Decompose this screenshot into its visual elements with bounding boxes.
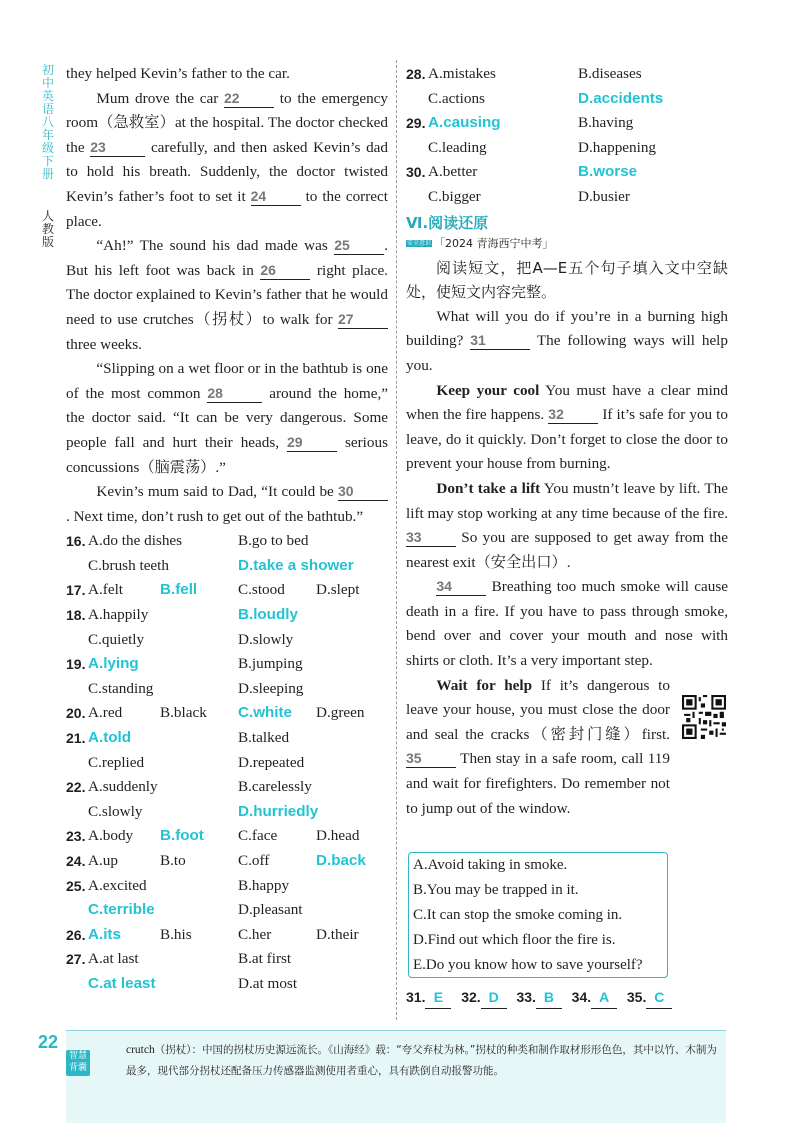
option-c[interactable]: C.her — [238, 925, 272, 943]
option-c[interactable]: C.replied — [88, 753, 145, 771]
question-26 — [66, 923, 388, 948]
blank-28[interactable]: 28 — [207, 384, 262, 403]
option-a[interactable]: A.mistakes — [428, 65, 496, 82]
passage-paragraph: “Slipping on a wet floor or in the bathtub is one of the most common 28 around the home,” the doctor said. “It can be very dangerous. Some people fall and hurt their heads, 29 serious concussions（脑震荡）.” — [66, 360, 388, 476]
option-a[interactable]: A.felt — [88, 581, 124, 599]
option-c[interactable]: C.stood — [238, 581, 285, 599]
question-number: 20. — [66, 705, 86, 722]
question-22 — [66, 775, 388, 800]
option-d[interactable]: D.accidents — [578, 89, 664, 107]
option-d[interactable]: D.happening — [578, 138, 657, 156]
blank-34[interactable]: 34 — [436, 577, 486, 596]
question-25-row2 — [66, 898, 388, 923]
question-18-row2 — [66, 628, 388, 653]
options-list — [406, 62, 728, 210]
question-number: 22. — [66, 779, 86, 796]
question-number: 24. — [66, 853, 86, 869]
blank-35[interactable]: 35 — [406, 749, 456, 768]
option-d[interactable]: D.take a shower — [238, 556, 354, 574]
option-d[interactable]: D.repeated — [238, 753, 305, 771]
page-number: 22 — [38, 1032, 59, 1052]
question-number: 17. — [66, 582, 86, 599]
answer-item: 34. A — [572, 986, 617, 1009]
subheading: Don’t take a lift — [436, 479, 541, 497]
passage-paragraph: “Ah!” The sound his dad made was 25 . But his left foot was back in 26 right place. The doctor explained to Kevin’s father that he would need to use crutches（拐杖）to walk for 27 three weeks. — [66, 237, 388, 353]
option-a[interactable]: A.happily — [88, 606, 149, 624]
choice-c: C.It can stop the smoke coming in. — [413, 907, 623, 923]
option-c[interactable]: C.face — [238, 827, 278, 845]
question-30 — [406, 160, 728, 185]
option-d[interactable]: D.hurriedly — [238, 802, 319, 820]
option-d[interactable]: D.head — [316, 827, 360, 845]
passage-paragraph: Mum drove the car 22 to the emergency room（急救室）at the hospital. The doctor checked the 23 carefully, and then asked Kevin’s dad to hold his breath. Suddenly, the doctor twisted Kevin’s father’s foot to set it 24 to the correct place. — [66, 89, 388, 230]
option-d[interactable]: D.busier — [578, 187, 630, 205]
option-d[interactable]: D.at most — [238, 974, 298, 992]
option-b[interactable]: B.loudly — [238, 606, 298, 624]
choice-e: E.Do you know how to save yourself? — [413, 957, 643, 973]
question-22-row2 — [66, 800, 388, 825]
question-21-row2 — [66, 751, 388, 776]
option-a[interactable]: A.told — [88, 729, 132, 747]
question-number: 21. — [66, 730, 86, 747]
question-29 — [406, 111, 728, 136]
question-24 — [66, 849, 388, 874]
passage-paragraph: Wait for help If it’s dangerous to leave your house, you must close the door and seal the cracks（密封门缝）first. 35 Then stay in a safe room, call 119 and wait for firefighters. Do remember not to jump out of the window. — [406, 676, 670, 817]
question-21 — [66, 726, 388, 751]
column-divider — [396, 60, 397, 1020]
question-number: 26. — [66, 926, 86, 943]
blank-22[interactable]: 22 — [224, 89, 274, 108]
footer-note — [126, 1040, 726, 1082]
option-a[interactable]: A.body — [88, 827, 134, 845]
option-d[interactable]: D.sleeping — [238, 679, 304, 697]
side-edition-label: 人教版 — [41, 209, 54, 249]
option-b[interactable]: B.happy — [238, 876, 290, 894]
option-d[interactable]: D.green — [316, 704, 365, 722]
option-a[interactable]: A.causing — [428, 114, 501, 132]
footer-word: crutch — [126, 1044, 155, 1056]
blank-27[interactable]: 27 — [338, 310, 388, 329]
question-number: 30. — [406, 164, 426, 181]
option-a[interactable]: A.red — [88, 704, 123, 722]
blank-24[interactable]: 24 — [251, 187, 301, 206]
qr-code-icon[interactable] — [682, 695, 726, 739]
question-27-row2 — [66, 972, 388, 997]
blank-32[interactable]: 32 — [548, 405, 598, 424]
answer-33[interactable]: B — [536, 986, 562, 1009]
subheading: Keep your cool — [436, 381, 540, 399]
subheading: Wait for help — [436, 676, 533, 694]
answer-32[interactable]: D — [481, 986, 507, 1009]
question-number: 28. — [406, 66, 426, 82]
question-19 — [66, 652, 388, 677]
question-18 — [66, 603, 388, 628]
question-number: 23. — [66, 828, 86, 845]
option-a[interactable]: A.better — [428, 163, 478, 181]
passage-paragraph: Don’t take a lift You mustn’t leave by lift. The lift may stop working at any time because of the fire. 33 So you are supposed to get away from the nearest exit（安全出口）. — [406, 479, 728, 571]
option-a[interactable]: A.at last — [88, 950, 139, 968]
right-column — [406, 62, 728, 821]
question-number: 16. — [66, 533, 86, 550]
choices-box — [408, 852, 668, 978]
blank-25[interactable]: 25 — [334, 236, 384, 255]
question-29-row2 — [406, 136, 728, 161]
option-a[interactable]: A.suddenly — [88, 778, 158, 796]
option-b[interactable]: B.talked — [238, 729, 290, 747]
answer-row — [406, 986, 678, 1009]
footer-divider — [66, 1030, 726, 1031]
option-b[interactable]: B.jumping — [238, 655, 303, 673]
answer-item: 31. E — [406, 986, 451, 1009]
option-b[interactable]: B.worse — [578, 163, 638, 181]
option-a[interactable]: A.excited — [88, 876, 147, 894]
instructions: 阅读短文，把A—E五个句子填入文中空缺处，使短文内容完整。 — [406, 258, 728, 302]
option-b[interactable]: B.having — [578, 114, 634, 132]
blank-30[interactable]: 30 — [338, 482, 388, 501]
question-23 — [66, 824, 388, 849]
option-b[interactable]: B.carelessly — [238, 778, 312, 796]
wisdom-badge: 智慧背囊 — [66, 1050, 90, 1076]
option-c[interactable]: C.at least — [88, 974, 156, 992]
passage-paragraph: Keep your cool You must have a clear mind when the fire happens. 32 If it’s safe for you to leave, do it quickly. Don’t forget to close the door to prevent your house from burning. — [406, 381, 728, 473]
choice-b: B.You may be trapped in it. — [413, 882, 579, 898]
option-d[interactable]: D.slowly — [238, 630, 294, 648]
option-b[interactable]: B.go to bed — [238, 532, 309, 550]
safety-badge: 安全意识 — [406, 240, 431, 248]
option-c[interactable]: C.quietly — [88, 630, 145, 648]
source-label: 「2024 青海西宁中考」 — [434, 236, 554, 250]
answer-item: 32. D — [461, 986, 506, 1009]
option-c[interactable]: C.off — [238, 852, 270, 869]
left-column — [66, 62, 388, 997]
option-b[interactable]: B.foot — [160, 827, 204, 845]
answer-31[interactable]: E — [425, 986, 451, 1009]
passage-paragraph: 34 Breathing too much smoke will cause death in a fire. If you have to pass through smoke, bend over and cover your mouth and nose with shirts or cloth. It’s a very important step. — [406, 578, 728, 670]
option-c[interactable]: C.standing — [88, 679, 154, 697]
options-list — [66, 529, 388, 996]
blank-31[interactable]: 31 — [470, 331, 530, 350]
question-27 — [66, 947, 388, 972]
question-number: 18. — [66, 607, 86, 624]
question-30-row2 — [406, 185, 728, 210]
question-28-row2 — [406, 87, 728, 112]
answer-item: 33. B — [516, 986, 561, 1009]
option-b[interactable]: B.black — [160, 704, 207, 722]
passage-paragraph: What will you do if you’re in a burning high building? 31 The following ways will help you. — [406, 307, 728, 374]
option-b[interactable]: B.at first — [238, 950, 292, 968]
option-a[interactable]: A.up — [88, 852, 118, 869]
question-number: 27. — [66, 951, 86, 968]
blank-29[interactable]: 29 — [287, 433, 337, 452]
option-b[interactable]: B.to — [160, 852, 186, 869]
option-c[interactable]: C.bigger — [428, 187, 481, 205]
question-number: 25. — [66, 877, 86, 894]
option-b[interactable]: B.his — [160, 925, 192, 943]
option-c[interactable]: C.slowly — [88, 802, 143, 820]
option-c[interactable]: C.brush teeth — [88, 556, 169, 574]
option-a[interactable]: A.its — [88, 925, 121, 943]
option-d[interactable]: D.back — [316, 852, 366, 869]
question-number: 29. — [406, 115, 426, 132]
source-line — [406, 236, 728, 256]
option-b[interactable]: B.fell — [160, 581, 198, 599]
section-heading — [406, 210, 728, 236]
passage-paragraph: Kevin’s mum said to Dad, “It could be 30. Next time, don’t rush to get out of the bathtub.” — [66, 480, 388, 529]
side-series-label: 初中英语八年级下册 — [41, 63, 54, 181]
question-20 — [66, 701, 388, 726]
option-d[interactable]: D.their — [316, 925, 359, 943]
option-c[interactable]: C.actions — [428, 89, 485, 107]
question-25 — [66, 874, 388, 899]
section-title: Ⅵ.阅读还原 — [406, 213, 489, 232]
choice-a: A.Avoid taking in smoke. — [413, 857, 568, 873]
question-16 — [66, 529, 388, 554]
question-17 — [66, 578, 388, 603]
option-a[interactable]: A.do the dishes — [88, 532, 183, 550]
answer-35[interactable]: C — [646, 986, 672, 1009]
blank-33[interactable]: 33 — [406, 528, 456, 547]
question-16-row2 — [66, 554, 388, 579]
answer-item: 35. C — [627, 986, 672, 1009]
option-a[interactable]: A.lying — [88, 655, 139, 673]
blank-23[interactable]: 23 — [90, 138, 145, 157]
option-c[interactable]: C.terrible — [88, 901, 155, 919]
option-d[interactable]: D.slept — [316, 581, 360, 599]
option-b[interactable]: B.diseases — [578, 65, 642, 82]
question-19-row2 — [66, 677, 388, 702]
blank-26[interactable]: 26 — [260, 261, 310, 280]
footer-text: （拐杖）：中国的拐杖历史源远流长。《山海经》载：“夸父弃杖为林。”拐杖的种类和制作取材形形色色，其中以竹、木制为最多，现代部分拐杖还配备压力传感器监测使用者重心，具有跌倒自动报警功能。 — [126, 1044, 717, 1077]
option-c[interactable]: C.white — [238, 704, 293, 722]
option-c[interactable]: C.leading — [428, 138, 487, 156]
answer-34[interactable]: A — [591, 986, 617, 1009]
choice-d: D.Find out which floor the fire is. — [413, 932, 616, 948]
question-number: 19. — [66, 656, 86, 673]
option-d[interactable]: D.pleasant — [238, 901, 303, 919]
passage-line: they helped Kevin’s father to the car. — [66, 65, 290, 82]
question-28 — [406, 62, 728, 87]
